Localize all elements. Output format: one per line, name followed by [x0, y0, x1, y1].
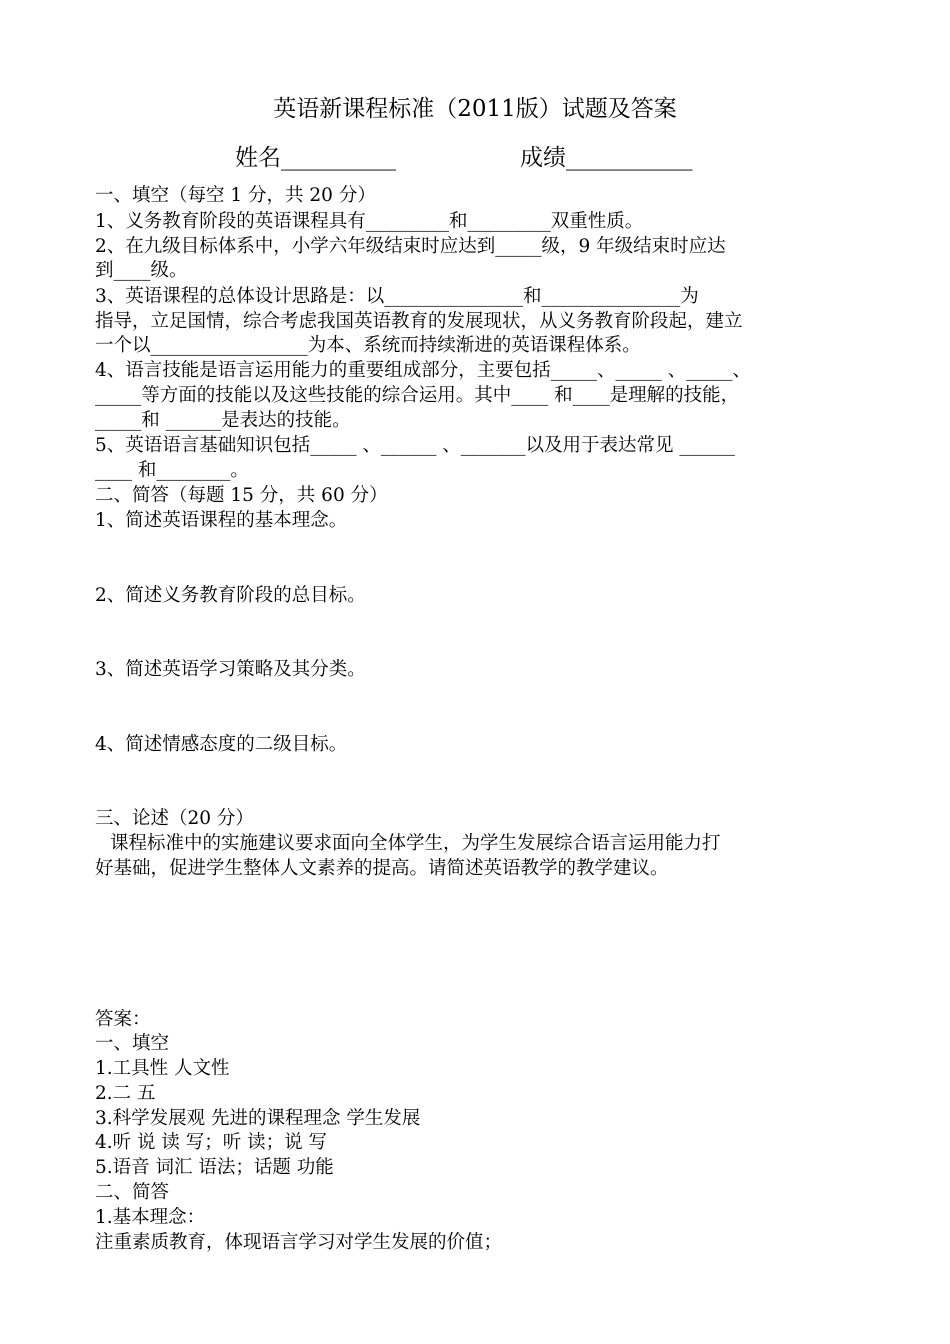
answer-section-heading: 二、简答	[95, 1182, 170, 1203]
question-line: _____和 ______是表达的技能。	[95, 410, 351, 431]
answer-section-heading: 一、填空	[95, 1033, 170, 1054]
question-line: 3、简述英语学习策略及其分类。	[95, 659, 366, 680]
question-line: 4、语言技能是语言运用能力的重要组成部分，主要包括_____、_____ 、_____、	[95, 360, 751, 381]
answer-line: 2.二 五	[95, 1083, 156, 1104]
answer-line: 1.基本理念：	[95, 1207, 206, 1228]
essay-prompt-line: 课程标准中的实施建议要求面向全体学生，为学生发展综合语言运用能力打	[110, 833, 721, 854]
question-line: 1、义务教育阶段的英语课程具有_________和_________双重性质。	[95, 211, 644, 232]
section-heading-short-answer: 二、简答（每题 15 分，共 60 分）	[95, 485, 388, 506]
answer-line: 注重素质教育，体现语言学习对学生发展的价值；	[95, 1232, 503, 1253]
page-title: 英语新课程标准（2011版）试题及答案	[273, 96, 677, 122]
question-line: 2、简述义务教育阶段的总目标。	[95, 585, 366, 606]
question-line: 指导，立足国情，综合考虑我国英语教育的发展现状，从义务教育阶段起，建立	[95, 311, 743, 332]
question-line: 4、简述情感态度的二级目标。	[95, 734, 348, 755]
section-heading-fill-blank: 一、填空（每空 1 分，共 20 分）	[95, 185, 376, 206]
question-line: 到____级。	[95, 260, 188, 281]
section-heading-essay: 三、论述（20 分）	[95, 808, 254, 829]
question-line: 2、在九级目标体系中，小学六年级结束时应达到_____级，9 年级结束时应达	[95, 236, 726, 257]
score-field-label: 成绩___________	[520, 145, 693, 171]
question-line: 1、简述英语课程的基本理念。	[95, 510, 348, 531]
question-line: 一个以_________________为本、系统而持续渐进的英语课程体系。	[95, 335, 641, 356]
name-field-label: 姓名__________	[235, 145, 396, 171]
answer-line: 3.科学发展观 先进的课程理念 学生发展	[95, 1108, 421, 1129]
question-line: _____等方面的技能以及这些技能的综合运用。其中____ 和____是理解的技能，	[95, 385, 740, 406]
answer-line: 4.听 说 读 写；听 读；说 写	[95, 1132, 328, 1153]
question-line: 5、英语语言基础知识包括_____ 、______ 、_______以及用于表达常见 ______	[95, 435, 735, 456]
answers-heading: 答案：	[95, 1009, 151, 1030]
answer-line: 1.工具性 人文性	[95, 1058, 230, 1079]
essay-prompt-line: 好基础，促进学生整体人文素养的提高。请简述英语教学的教学建议。	[95, 858, 669, 879]
answer-line: 5.语音 词汇 语法；话题 功能	[95, 1157, 334, 1178]
question-line: ____ 和________。	[95, 460, 249, 481]
question-line: 3、英语课程的总体设计思路是：以_______________和_______________为	[95, 286, 699, 307]
